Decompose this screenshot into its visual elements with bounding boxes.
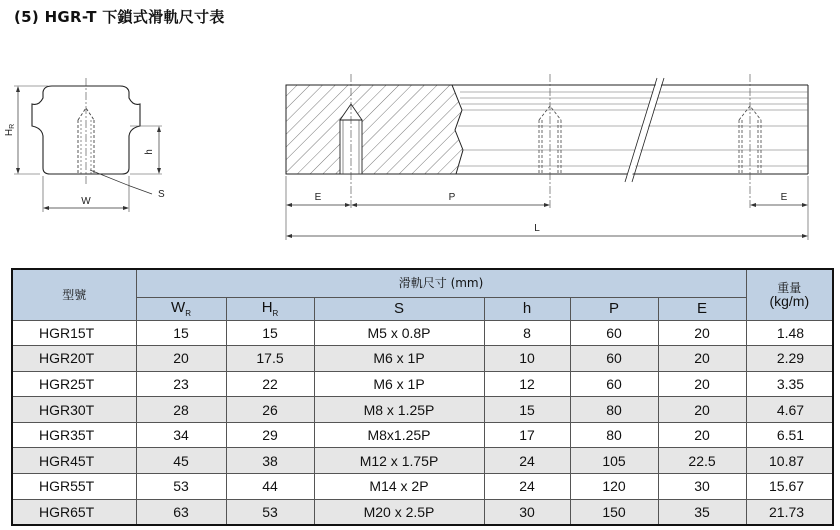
wr-cell: 45 — [136, 448, 226, 474]
s-cell: M6 x 1P — [314, 346, 484, 372]
model-cell: HGR15T — [12, 320, 136, 346]
p-cell: 60 — [570, 371, 658, 397]
e-cell: 30 — [658, 474, 746, 500]
e-cell: 20 — [658, 371, 746, 397]
h-cell: 24 — [484, 474, 570, 500]
s-label: S — [158, 189, 165, 200]
p-cell: 105 — [570, 448, 658, 474]
p-cell: 60 — [570, 346, 658, 372]
table-row — [12, 448, 833, 474]
table-row — [12, 397, 833, 423]
e-right-label: E — [780, 192, 788, 203]
h-label: h — [144, 149, 155, 155]
h-cell: 17 — [484, 422, 570, 448]
hr-cell: 38 — [226, 448, 314, 474]
hr-cell: 29 — [226, 422, 314, 448]
model-header: 型號 — [12, 269, 136, 320]
model-cell: HGR45T — [12, 448, 136, 474]
weight-cell: 10.87 — [746, 448, 833, 474]
p-cell: 80 — [570, 397, 658, 423]
p-cell: 150 — [570, 499, 658, 525]
e-cell: 20 — [658, 422, 746, 448]
h-cell: 10 — [484, 346, 570, 372]
model-cell: HGR30T — [12, 397, 136, 423]
hr-cell: 26 — [226, 397, 314, 423]
weight-header-line1: 重量 — [777, 280, 802, 295]
s-cell: M6 x 1P — [314, 371, 484, 397]
table-row — [12, 474, 833, 500]
p-cell: 60 — [570, 320, 658, 346]
hr-label: $H_R$ — [4, 123, 16, 137]
weight-header — [746, 269, 833, 320]
e-cell: 20 — [658, 320, 746, 346]
wr-cell: 23 — [136, 371, 226, 397]
h-cell: 12 — [484, 371, 570, 397]
e-cell: 35 — [658, 499, 746, 525]
model-cell: HGR55T — [12, 474, 136, 500]
hr-cell: 15 — [226, 320, 314, 346]
e-cell: 20 — [658, 346, 746, 372]
wr-header: $W_R$ — [136, 297, 226, 320]
hr-header: $H_R$ — [226, 297, 314, 320]
hr-cell: 53 — [226, 499, 314, 525]
l-label: L — [534, 223, 540, 234]
e-cell: 20 — [658, 397, 746, 423]
s-cell: M12 x 1.75P — [314, 448, 484, 474]
page-title: (5) HGR-T 下鎖式滑軌尺寸表 — [14, 8, 225, 26]
w-label: W — [81, 196, 91, 207]
h-cell: 8 — [484, 320, 570, 346]
h-header: h — [484, 297, 570, 320]
weight-cell: 6.51 — [746, 422, 833, 448]
weight-cell: 1.48 — [746, 320, 833, 346]
dimensions-header: 滑軌尺寸 (mm) — [136, 269, 746, 297]
p-label: P — [448, 192, 456, 203]
wr-cell: 20 — [136, 346, 226, 372]
s-cell: M8x1.25P — [314, 422, 484, 448]
p-cell: 80 — [570, 422, 658, 448]
s-header: S — [314, 297, 484, 320]
rail-cross-section — [14, 78, 162, 212]
wr-cell: 15 — [136, 320, 226, 346]
table-row — [12, 346, 833, 372]
table-row — [12, 320, 833, 346]
model-cell: HGR65T — [12, 499, 136, 525]
wr-cell: 63 — [136, 499, 226, 525]
s-cell: M5 x 0.8P — [314, 320, 484, 346]
model-cell: HGR25T — [12, 371, 136, 397]
wr-cell: 28 — [136, 397, 226, 423]
weight-cell: 2.29 — [746, 346, 833, 372]
weight-cell: 4.67 — [746, 397, 833, 423]
table-row — [12, 499, 833, 525]
weight-cell: 21.73 — [746, 499, 833, 525]
hr-cell: 44 — [226, 474, 314, 500]
h-cell: 30 — [484, 499, 570, 525]
s-cell: M14 x 2P — [314, 474, 484, 500]
wr-cell: 53 — [136, 474, 226, 500]
hr-cell: 22 — [226, 371, 314, 397]
table-row — [12, 422, 833, 448]
weight-cell: 3.35 — [746, 371, 833, 397]
model-cell: HGR20T — [12, 346, 136, 372]
table-row — [12, 371, 833, 397]
weight-header-line2: (kg/m) — [769, 292, 810, 309]
wr-cell: 34 — [136, 422, 226, 448]
p-cell: 120 — [570, 474, 658, 500]
h-cell: 24 — [484, 448, 570, 474]
s-cell: M8 x 1.25P — [314, 397, 484, 423]
e-left-label: E — [314, 192, 322, 203]
rail-drawings — [0, 0, 840, 262]
model-cell: HGR35T — [12, 422, 136, 448]
e-cell: 22.5 — [658, 448, 746, 474]
p-header: P — [570, 297, 658, 320]
rail-side-view — [286, 74, 808, 240]
h-cell: 15 — [484, 397, 570, 423]
e-header: E — [658, 297, 746, 320]
weight-cell: 15.67 — [746, 474, 833, 500]
rail-dimension-table — [11, 268, 834, 526]
hr-cell: 17.5 — [226, 346, 314, 372]
s-cell: M20 x 2.5P — [314, 499, 484, 525]
